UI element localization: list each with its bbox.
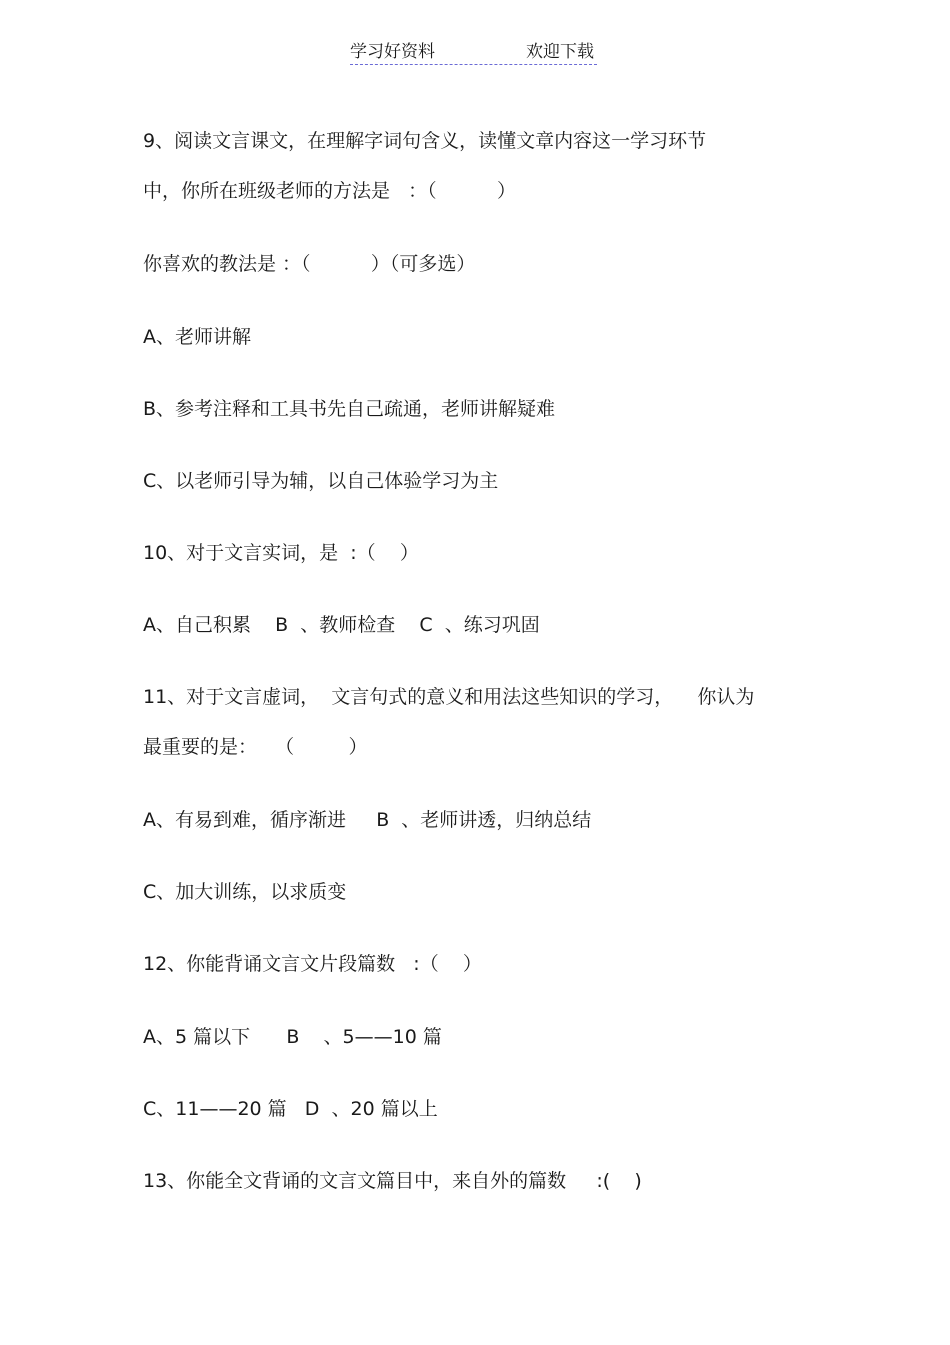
question-11-line-2: 最重要的是： （ ） xyxy=(143,736,368,758)
page-header xyxy=(350,40,597,65)
question-9-line-2: 中，你所在班级老师的方法是 ：（ ） xyxy=(143,180,517,202)
question-12-options-ab: A、5 篇以下 B 、5——10 篇 xyxy=(143,1026,442,1048)
question-11-option-c: C、加大训练，以求质变 xyxy=(143,881,347,903)
question-10: 10、对于文言实词，是 :（ ） xyxy=(143,542,419,564)
question-12-options-cd: C、11——20 篇 D 、20 篇以上 xyxy=(143,1098,438,1120)
question-9-option-b: B、参考注释和工具书先自己疏通，老师讲解疑难 xyxy=(143,398,556,420)
question-10-options: A、自己积累 B 、教师检查 C 、练习巩固 xyxy=(143,614,540,636)
question-12: 12、你能背诵文言文片段篇数 :（ ） xyxy=(143,953,482,975)
question-11-line-1: 11、对于文言虚词， 文言句式的意义和用法这些知识的学习， 你认为 xyxy=(143,686,755,708)
question-9-option-a: A、老师讲解 xyxy=(143,326,251,348)
question-11-options-ab: A、有易到难，循序渐进 B 、老师讲透，归纳总结 xyxy=(143,809,592,831)
question-13: 13、你能全文背诵的文言文篇目中，来自外的篇数 :( ) xyxy=(143,1170,642,1192)
header-left-text: 学习好资料 xyxy=(350,42,435,62)
question-9-line-1: 9、阅读文言课文，在理解字词句含义，读懂文章内容这一学习环节 xyxy=(143,130,707,152)
question-9-option-c: C、以老师引导为辅，以自己体验学习为主 xyxy=(143,470,499,492)
header-right-text: 欢迎下载 xyxy=(526,42,594,62)
question-9-line-3: 你喜欢的教法是 ：（ ）（可多选） xyxy=(143,253,476,275)
